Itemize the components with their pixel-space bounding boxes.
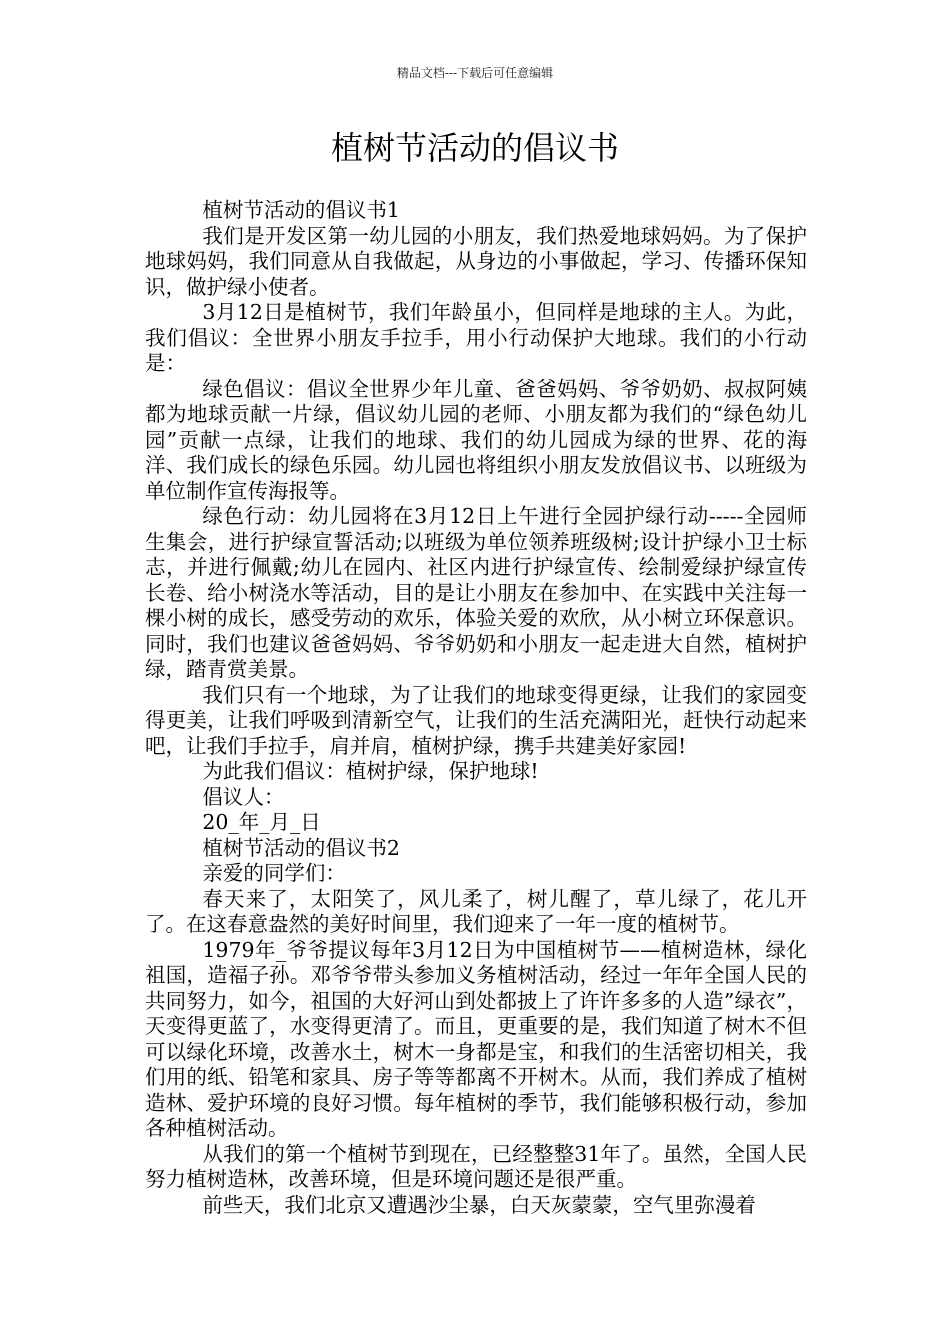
paragraph: 3月12日是植树节，我们年龄虽小，但同样是地球的主人。为此，我们倡议：全世界小朋友手拉手，用小行动保护大地球。我们的小行动是：	[145, 300, 807, 375]
paragraph: 前些天，我们北京又遭遇沙尘暴，白天灰蒙蒙，空气里弥漫着	[202, 1192, 756, 1217]
salutation: 亲爱的同学们：	[202, 861, 346, 885]
paragraph: 我们只有一个地球，为了让我们的地球变得更绿，让我们的家园变得更美，让我们呼吸到清新空气，让我们的生活充满阳光，赶快行动起来吧，让我们手拉手，肩并肩，植树护绿，携手共建美好家园!	[145, 682, 807, 758]
section-heading-1: 植树节活动的倡议书1	[202, 198, 400, 222]
paragraph: 从我们的第一个植树节到现在，已经整整31年了。虽然，全国人民努力植树造林，改善环境，但是环境问题还是很严重。	[145, 1141, 807, 1191]
document-title: 植树节活动的倡议书	[330, 129, 619, 167]
paragraph: 1979年_爷爷提议每年3月12日为中国植树节——植树造林，绿化祖国，造福子孙。邓爷爷带头参加义务植树活动，经过一年年全国人民的共同努力，如今，祖国的大好河山到处都披上了许许多多的人造”绿衣”，天变得更蓝了，水变得更清了。而且，更重要的是，我们知道了树木不但可以绿化环境，改善水土，树木一身都是宝，和我们的生活密切相关，我们用的纸、铅笔和家具、房子等等都离不开树木。从而，我们养成了植树造林、爱护环境的良好习惯。每年植树的季节，我们能够积极行动，参加各种植树活动。	[145, 937, 807, 1140]
document-body	[145, 198, 807, 1218]
paragraph: 我们是开发区第一幼儿园的小朋友，我们热爱地球妈妈。为了保护地球妈妈，我们同意从自我做起，从身边的小事做起，学习、传播环保知识，做护绿小使者。	[145, 223, 807, 299]
date-line: 20_年_月_日	[202, 810, 321, 834]
signature-label: 倡议人：	[202, 784, 285, 809]
paragraph: 春天来了，太阳笑了，风儿柔了，树儿醒了，草儿绿了，花儿开了。在这春意盎然的美好时间里，我们迎来了一年一度的植树节。	[145, 886, 807, 936]
paragraph: 绿色行动：幼儿园将在3月12日上午进行全园护绿行动-----全园师生集会，进行护绿宣誓活动;以班级为单位领养班级树;设计护绿小卫士标志，并进行佩戴;幼儿在园内、社区内进行护绿宣传、绘制爱绿护绿宣传长卷、给小树浇水等活动，目的是让小朋友在参加中、在实践中关注每一棵小树的成长，感受劳动的欢乐，体验关爱的欢欣，从小树立环保意识。同时，我们也建议爸爸妈妈、爷爷奶奶和小朋友一起走进大自然，植树护绿，踏青赏美景。	[145, 504, 807, 681]
section-heading-2: 植树节活动的倡议书2	[202, 835, 400, 860]
paragraph: 绿色倡议：倡议全世界少年儿童、爸爸妈妈、爷爷奶奶、叔叔阿姨都为地球贡献一片绿，倡议幼儿园的老师、小朋友都为我们的“绿色幼儿园”贡献一点绿，让我们的地球、我们的幼儿园成为绿的世界、花的海洋、我们成长的绿色乐园。幼儿园也将组织小朋友发放倡议书、以班级为单位制作宣传海报等。	[145, 376, 807, 503]
header-note: 精品文档---下载后可任意编辑	[396, 66, 554, 80]
paragraph: 为此我们倡议：植树护绿，保护地球!	[202, 759, 539, 783]
